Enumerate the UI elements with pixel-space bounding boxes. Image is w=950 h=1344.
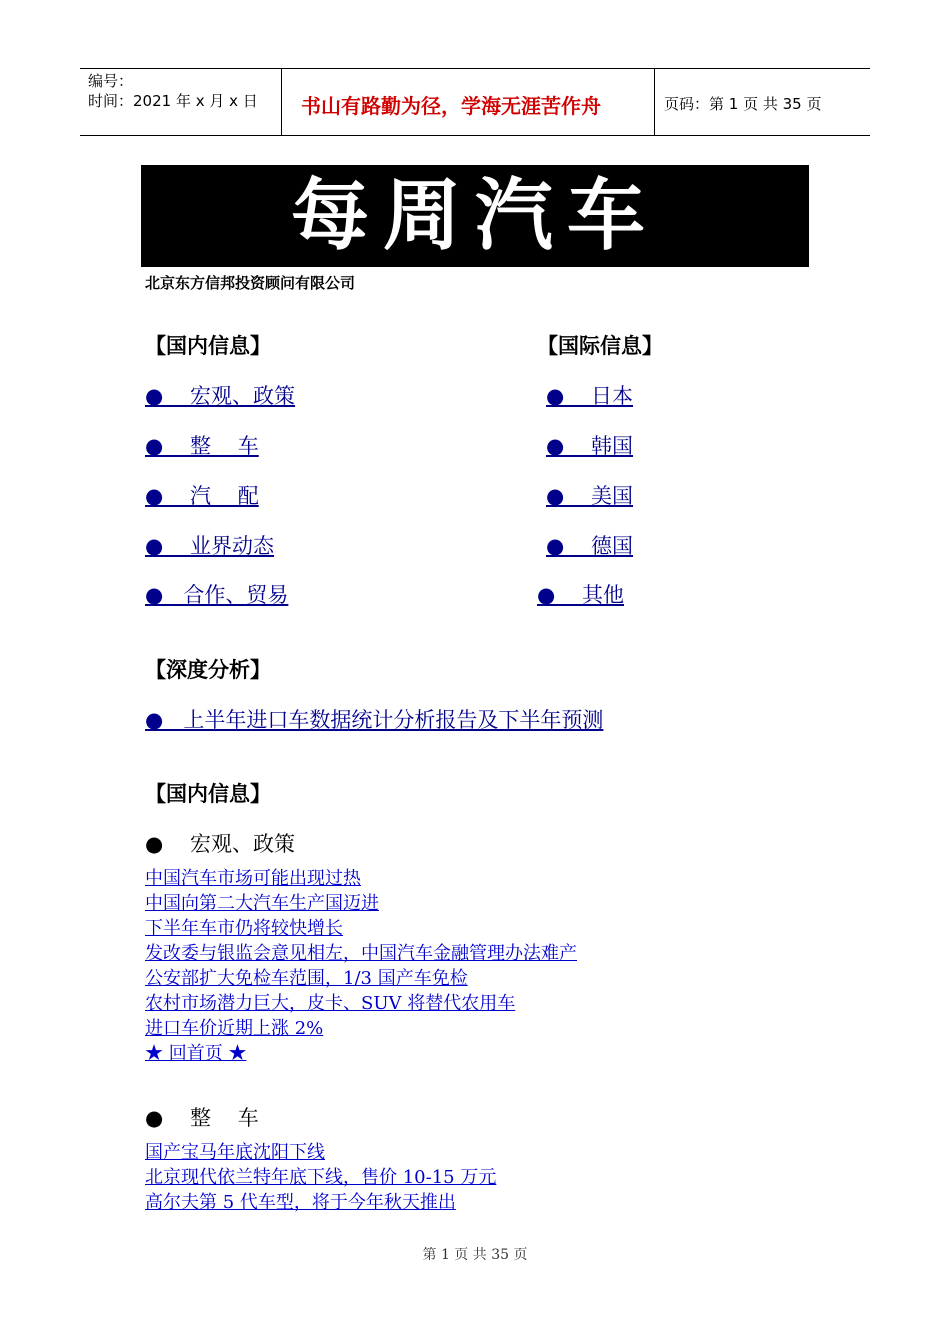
article-link[interactable]: 中国汽车市场可能出现过热 xyxy=(145,868,361,889)
article-link[interactable]: 发改委与银监会意见相左，中国汽车金融管理办法难产 xyxy=(145,943,577,964)
number-label: 编号： xyxy=(88,72,134,90)
macro-link-list xyxy=(145,866,577,1066)
article-link[interactable]: 中国向第二大汽车生产国迈进 xyxy=(145,893,379,914)
time-label: 时间：2021 年 x 月 x 日 xyxy=(88,92,258,110)
toc-link-other[interactable]: ● 其他 xyxy=(537,583,625,607)
article-link[interactable]: 农村市场潜力巨大，皮卡、SUV 将替代农用车 xyxy=(145,993,516,1014)
article-link[interactable]: 下半年车市仍将较快增长 xyxy=(145,918,343,939)
motto: 书山有路勤为径，学海无涯苦作舟 xyxy=(301,94,601,118)
toc-link-korea[interactable]: ● 韩国 xyxy=(546,434,634,458)
toc-domestic-title: 【国内信息】 xyxy=(145,333,271,358)
banner-title: 每周汽车 xyxy=(141,165,809,267)
article-link[interactable]: 国产宝马年底沈阳下线 xyxy=(145,1142,325,1163)
header-top-rule xyxy=(80,68,870,69)
header-bottom-rule xyxy=(80,135,870,136)
toc-link-parts[interactable]: ● 汽 配 xyxy=(145,484,259,508)
article-link[interactable]: 北京现代依兰特年底下线，售价 10-15 万元 xyxy=(145,1167,497,1188)
toc-link-usa[interactable]: ● 美国 xyxy=(546,484,634,508)
toc-link-analysis[interactable]: ● 上半年进口车数据统计分析报告及下半年预测 xyxy=(145,708,604,732)
vehicle-link-list xyxy=(145,1140,496,1215)
article-link[interactable]: 高尔夫第 5 代车型，将于今年秋天推出 xyxy=(145,1192,456,1213)
toc-link-vehicle[interactable]: ● 整 车 xyxy=(145,434,259,458)
company-name: 北京东方信邦投资顾问有限公司 xyxy=(145,274,356,292)
header-divider-left xyxy=(281,68,282,136)
toc-link-industry[interactable]: ● 业界动态 xyxy=(145,534,275,558)
article-link[interactable]: 进口车价近期上涨 2% xyxy=(145,1018,324,1039)
body-domestic-title: 【国内信息】 xyxy=(145,781,271,806)
article-link[interactable]: 公安部扩大免检车范围，1/3 国产车免检 xyxy=(145,968,468,989)
back-to-top-link[interactable]: ★ 回首页 ★ xyxy=(145,1043,247,1064)
page-info: 页码：第 1 页 共 35 页 xyxy=(664,95,822,113)
toc-link-germany[interactable]: ● 德国 xyxy=(546,534,634,558)
toc-link-japan[interactable]: ● 日本 xyxy=(546,384,634,408)
toc-link-trade[interactable]: ● 合作、贸易 xyxy=(145,583,289,607)
toc-international-title: 【国际信息】 xyxy=(537,333,663,358)
toc-link-macro[interactable]: ● 宏观、政策 xyxy=(145,384,296,408)
header-divider-right xyxy=(654,68,655,136)
page-footer: 第 1 页 共 35 页 xyxy=(422,1247,528,1263)
toc-analysis-title: 【深度分析】 xyxy=(145,657,271,682)
macro-heading: ● 宏观、政策 xyxy=(145,832,296,856)
vehicle-heading: ● 整 车 xyxy=(145,1106,259,1130)
